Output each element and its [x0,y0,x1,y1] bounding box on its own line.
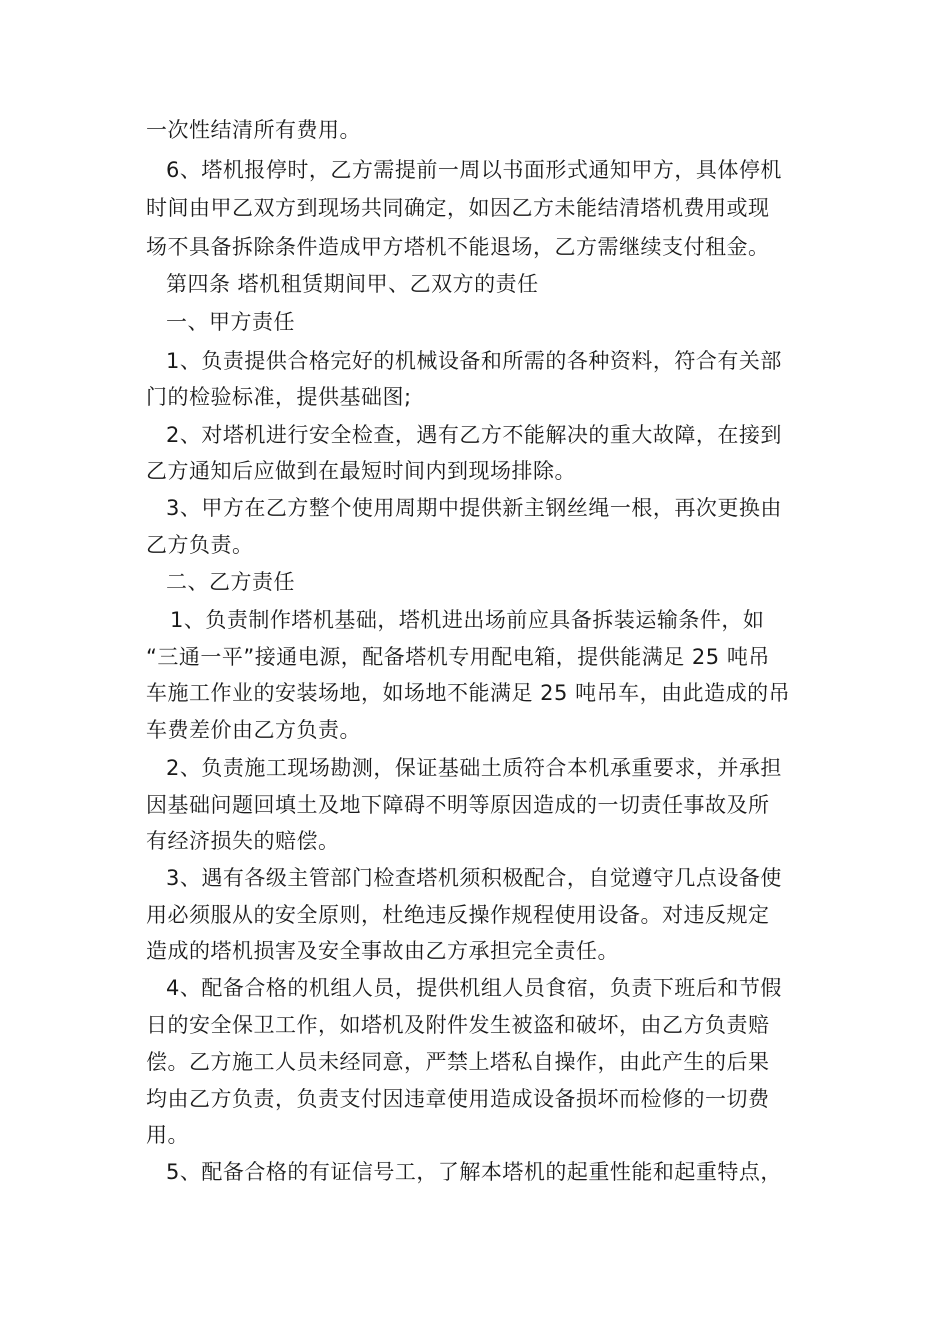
party-b-item-2: 2、负责施工现场勘测，保证基础土质符合本机承重要求，并承担 [166,756,782,780]
subheading-party-a: 一、甲方责任 [166,310,295,334]
section-heading-article-4: 第四条 塔机租赁期间甲、乙双方的责任 [166,272,539,296]
party-a-item-2: 2、对塔机进行安全检查，遇有乙方不能解决的重大故障，在接到 [166,423,782,447]
text-line: 场不具备拆除条件造成甲方塔机不能退场，乙方需继续支付租金。 [146,235,770,259]
text-line: 偿。乙方施工人员未经同意，严禁上塔私自操作，由此产生的后果 [146,1050,770,1074]
text-line: 车费差价由乙方负责。 [146,718,361,742]
text-line: “三通一平”接通电源，配备塔机专用配电箱，提供能满足 25 吨吊 [146,645,770,669]
text-line: 门的检验标准，提供基础图; [146,385,412,409]
text-line: 用必须服从的安全原则，杜绝违反操作规程使用设备。对违反规定 [146,903,770,927]
party-a-item-1: 1、负责提供合格完好的机械设备和所需的各种资料，符合有关部 [166,349,782,373]
text-line: 一次性结清所有费用。 [146,118,361,142]
text-line: 用。 [146,1123,189,1147]
text-line: 车施工作业的安装场地，如场地不能满足 25 吨吊车，由此造成的吊 [146,681,791,705]
party-b-item-4: 4、配备合格的机组人员，提供机组人员食宿，负责下班后和节假 [166,976,782,1000]
party-b-item-5: 5、配备合格的有证信号工，了解本塔机的起重性能和起重特点， [166,1160,782,1184]
text-line: 造成的塔机损害及安全事故由乙方承担完全责任。 [146,939,619,963]
text-line: 日的安全保卫工作，如塔机及附件发生被盗和破坏，由乙方负责赔 [146,1013,770,1037]
text-line: 乙方负责。 [146,533,254,557]
text-line: 时间由甲乙双方到现场共同确定，如因乙方未能结清塔机费用或现 [146,196,770,220]
party-a-item-3: 3、甲方在乙方整个使用周期中提供新主钢丝绳一根，再次更换由 [166,496,782,520]
party-b-item-3: 3、遇有各级主管部门检查塔机须积极配合，自觉遵守几点设备使 [166,866,782,890]
subheading-party-b: 二、乙方责任 [166,570,295,594]
party-b-item-1: 1、负责制作塔机基础，塔机进出场前应具备拆装运输条件，如 [170,608,765,632]
clause-6: 6、塔机报停时，乙方需提前一周以书面形式通知甲方，具体停机 [166,158,782,182]
text-line: 有经济损失的赔偿。 [146,829,340,853]
text-line: 乙方通知后应做到在最短时间内到现场排除。 [146,459,576,483]
text-line: 均由乙方负责，负责支付因违章使用造成设备损坏而检修的一切费 [146,1087,770,1111]
text-line: 因基础问题回填土及地下障碍不明等原因造成的一切责任事故及所 [146,793,770,817]
